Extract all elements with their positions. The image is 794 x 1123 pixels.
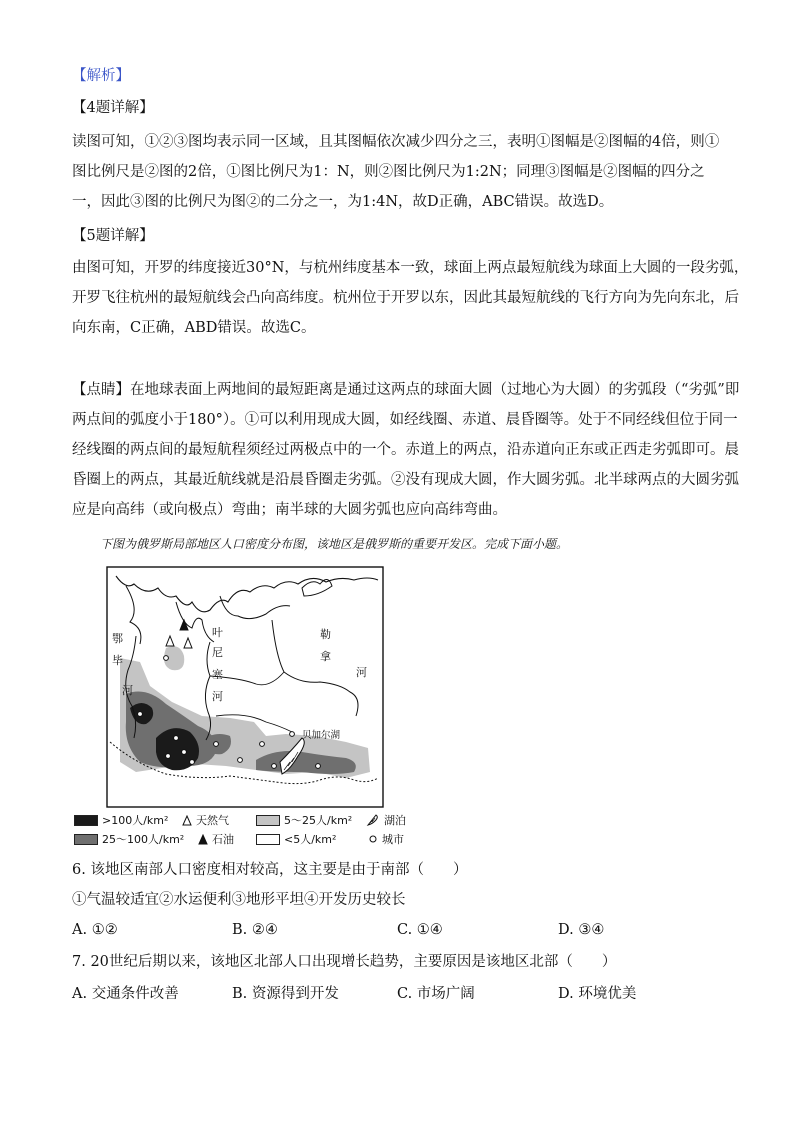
label-yenisei-2: 尼 xyxy=(212,646,223,659)
label-yenisei-1: 叶 xyxy=(212,626,223,639)
q6-option-c[interactable]: C. ①④ xyxy=(397,922,443,938)
oil-icon xyxy=(198,834,208,845)
legend-25-100 xyxy=(74,831,184,847)
q6-option-a[interactable]: A. ①② xyxy=(72,922,118,938)
city-marker xyxy=(214,742,219,747)
q6-options xyxy=(72,920,712,940)
q5-heading: 【5题详解】 xyxy=(72,228,154,244)
tip-line-5: 应是向高纬（或向极点）弯曲；南半球的大圆劣弧也应向高纬弯曲。 xyxy=(72,502,507,518)
q5-line-1: 由图可知，开罗的纬度接近30°N，与杭州纬度基本一致，球面上两点最短航线为球面上大圆的一段劣弧， xyxy=(72,260,749,276)
q6-stem: 6. 该地区南部人口密度相对较高，这主要是由于南部（ ） xyxy=(72,862,468,878)
gas-icon xyxy=(182,815,192,826)
tip-line-2: 两点间的弧度小于180°）。①可以利用现成大圆，如经线圈、赤道、晨昏圈等。处于不同经线但位于同一 xyxy=(72,412,738,428)
legend-label-25-100: 25～100人/km² xyxy=(102,833,185,846)
legend-label-5-25: 5～25人/km² xyxy=(284,814,353,827)
legend-over100 xyxy=(74,812,168,828)
legend-swatch-over100 xyxy=(74,815,98,826)
label-lena-1: 勒 xyxy=(320,628,331,641)
tip-heading: 【点睛】 xyxy=(72,382,130,398)
city-marker xyxy=(174,736,179,741)
label-ob-3: 河 xyxy=(122,684,133,697)
legend-gas xyxy=(182,812,229,828)
legend-label-gas: 天然气 xyxy=(196,814,229,827)
label-lake-baikal: 贝加尔湖 xyxy=(302,730,341,741)
tip-line-3: 经线圈的两点间的最短航程须经过两极点中的一个。赤道上的两点，沿赤道向正东或正西走劣弧即可。晨 xyxy=(72,442,739,458)
city-marker xyxy=(190,760,195,765)
label-lena-2: 拿 xyxy=(320,650,331,663)
q7-option-d[interactable]: D. 环境优美 xyxy=(558,986,637,1002)
map-intro: 下图为俄罗斯局部地区人口密度分布图，该地区是俄罗斯的重要开发区。完成下面小题。 xyxy=(100,537,569,551)
q4-line-3: 一，因此③图的比例尺为图②的二分之一，为1:4N，故D正确，ABC错误。故选D。 xyxy=(72,194,614,210)
legend-label-over100: >100人/km² xyxy=(102,814,169,827)
legend-label-under5: <5人/km² xyxy=(284,833,337,846)
q7-stem: 7. 20世纪后期以来，该地区北部人口出现增长趋势，主要原因是该地区北部（ ） xyxy=(72,954,617,970)
city-marker xyxy=(272,764,277,769)
population-density-map xyxy=(106,566,384,808)
legend-swatch-under5 xyxy=(256,834,280,845)
city-marker xyxy=(138,712,143,717)
legend-5-25 xyxy=(256,812,352,828)
legend-under5 xyxy=(256,831,336,847)
city-marker xyxy=(166,754,171,759)
q4-line-1: 读图可知，①②③图均表示同一区域，且其图幅依次减少四分之三，表明①图幅是②图幅的4倍，则① xyxy=(72,134,720,150)
label-yenisei-4: 河 xyxy=(212,690,223,703)
tip-text-1: 在地球表面上两地间的最短距离是通过这两点的球面大圆（过地心为大圆）的劣弧段（“劣弧”即 xyxy=(130,382,740,398)
city-marker xyxy=(316,764,321,769)
map-legend xyxy=(74,812,434,850)
analysis-heading: 【解析】 xyxy=(72,68,130,84)
tip-line-1 xyxy=(72,380,739,400)
q4-line-2: 图比例尺是②图的2倍，①图比例尺为1：N，则②图比例尺为1:2N；同理③图幅是②图幅的四分之 xyxy=(72,164,705,180)
label-ob-2: 毕 xyxy=(112,654,123,667)
q6-option-d[interactable]: D. ③④ xyxy=(558,922,605,938)
city-marker xyxy=(164,656,169,661)
q5-line-2: 开罗飞往杭州的最短航线会凸向高纬度。杭州位于开罗以东，因此其最短航线的飞行方向为先向东北，后 xyxy=(72,290,739,306)
city-marker xyxy=(260,742,265,747)
q6-items: ①气温较适宜②水运便利③地形平坦④开发历史较长 xyxy=(72,892,406,908)
legend-label-city: 城市 xyxy=(382,833,404,846)
q5-line-3: 向东南，C正确，ABD错误。故选C。 xyxy=(72,320,316,336)
legend-swatch-25-100 xyxy=(74,834,98,845)
q7-options xyxy=(72,984,712,1004)
legend-oil xyxy=(198,831,234,847)
legend-label-oil: 石油 xyxy=(212,833,234,846)
tip-line-4: 昏圈上的两点，其最近航线就是沿晨昏圈走劣弧。②没有现成大圆，作大圆劣弧。北半球两点的大圆劣弧 xyxy=(72,472,739,488)
lake-icon xyxy=(366,814,380,826)
legend-label-lake: 湖泊 xyxy=(384,814,406,827)
label-ob-1: 鄂 xyxy=(112,632,123,645)
label-yenisei-3: 塞 xyxy=(212,668,223,681)
q7-option-a[interactable]: A. 交通条件改善 xyxy=(72,986,179,1002)
city-icon xyxy=(368,834,378,844)
q7-option-c[interactable]: C. 市场广阔 xyxy=(397,986,475,1002)
q6-option-b[interactable]: B. ②④ xyxy=(232,922,278,938)
city-marker xyxy=(238,758,243,763)
q4-heading: 【4题详解】 xyxy=(72,100,154,116)
legend-city xyxy=(368,831,404,847)
legend-swatch-5-25 xyxy=(256,815,280,826)
q7-option-b[interactable]: B. 资源得到开发 xyxy=(232,986,339,1002)
city-marker xyxy=(290,732,295,737)
legend-lake xyxy=(366,812,406,828)
city-marker xyxy=(182,750,187,755)
label-lena-3: 河 xyxy=(356,666,367,679)
